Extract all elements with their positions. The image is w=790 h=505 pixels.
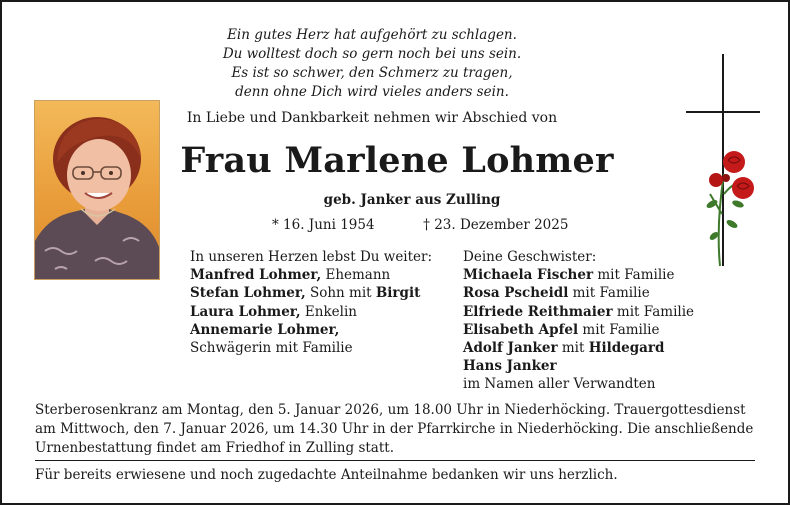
mourner-row: Laura Lohmer, Enkelin <box>190 303 357 320</box>
family-left-heading: In unseren Herzen lebst Du weiter: <box>190 249 433 265</box>
rose-bouquet-icon <box>705 151 754 266</box>
intro-line: In Liebe und Dankbarkeit nehmen wir Abschied von <box>186 110 558 126</box>
family-left <box>190 248 432 357</box>
mourner-row: Adolf Janker mit Hildegard <box>463 340 665 357</box>
birth-name: geb. Janker aus Zulling <box>323 192 501 208</box>
life-dates <box>272 217 568 233</box>
cross-icon <box>686 54 766 278</box>
mourner-row: Manfred Lohmer, Ehemann <box>190 267 391 284</box>
poem <box>172 26 572 102</box>
death-date: † 23. Dezember 2025 <box>423 217 569 233</box>
service-line: Sterberosenkranz am Montag, den 5. Januar 2026, um 18.00 Uhr in Niederhöcking. Trauergottesdienst <box>35 402 746 418</box>
family-right-heading: Deine Geschwister: <box>463 249 597 265</box>
deceased-name: Frau Marlene Lohmer <box>180 140 614 181</box>
mourner-row: Elfriede Reithmaier mit Familie <box>463 303 695 320</box>
thanks-line: Für bereits erwiesene und noch zugedachte Anteilnahme bedanken wir uns herzlich. <box>35 467 618 483</box>
mourner-row: Stefan Lohmer, Sohn mit Birgit <box>190 285 421 302</box>
mourner-row: Schwägerin mit Familie <box>190 340 353 357</box>
mourner-row: im Namen aller Verwandten <box>463 376 656 393</box>
mourner-row: Elisabeth Apfel mit Familie <box>463 321 660 338</box>
family-right <box>463 248 694 394</box>
poem-line: denn ohne Dich wird vieles anders sein. <box>235 84 509 100</box>
mourner-row: Annemarie Lohmer, <box>190 321 340 338</box>
service-info <box>35 401 765 458</box>
mourner-row: Rosa Pscheidl mit Familie <box>463 285 650 302</box>
portrait-photo <box>34 100 160 280</box>
mourner-row: Michaela Fischer mit Familie <box>463 267 675 284</box>
mourner-row: Hans Janker <box>463 358 557 375</box>
poem-line: Ein gutes Herz hat aufgehört zu schlagen. <box>227 27 517 43</box>
divider <box>35 460 755 461</box>
service-line: am Mittwoch, den 7. Januar 2026, um 14.30 Uhr in der Pfarrkirche in Niederhöcking. Die anschließende <box>35 421 754 437</box>
poem-line: Es ist so schwer, den Schmerz zu tragen, <box>231 65 513 81</box>
poem-line: Du wolltest doch so gern noch bei uns sein. <box>222 46 522 62</box>
service-line: Urnenbestattung findet am Friedhof in Zulling statt. <box>35 440 394 456</box>
birth-date: * 16. Juni 1954 <box>272 217 375 233</box>
